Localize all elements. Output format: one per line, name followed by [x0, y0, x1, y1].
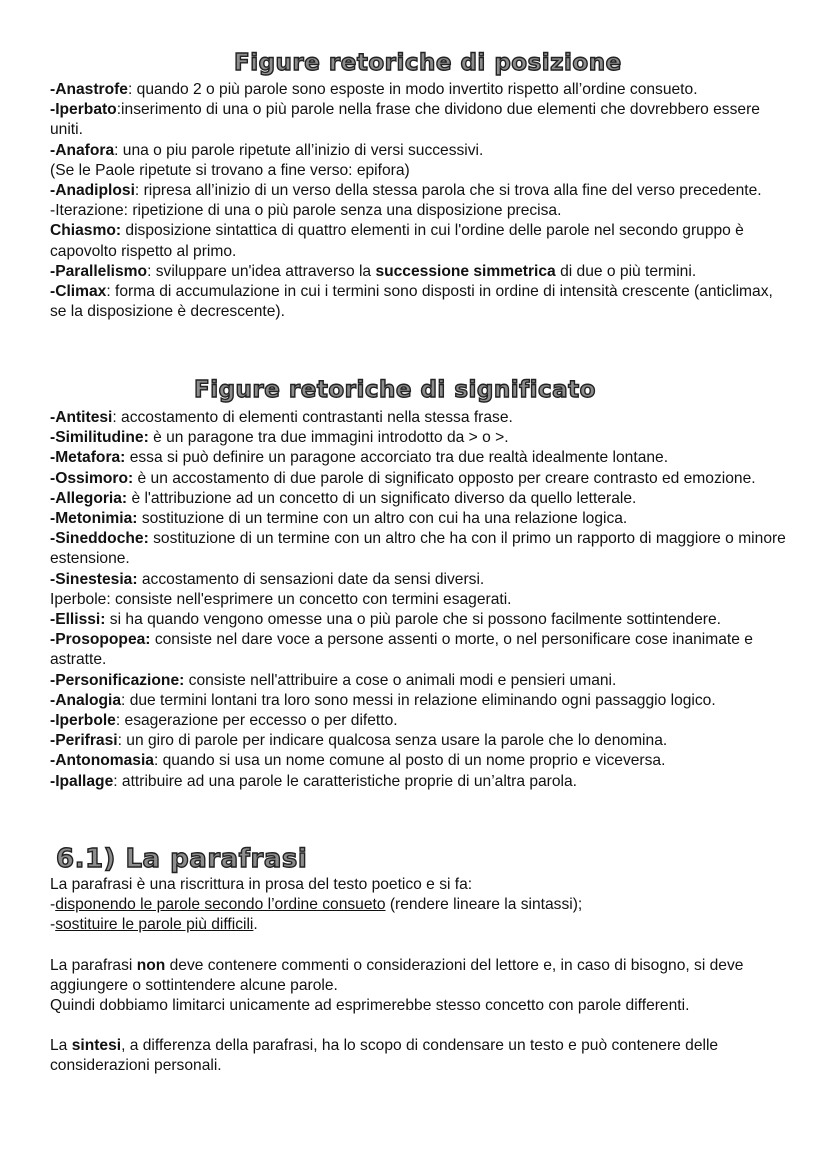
entry-parallelismo: -Parallelismo: sviluppare un'idea attraverso la successione simmetrica di due o più termini. — [50, 262, 697, 280]
entry-analogia: -Analogia: due termini lontani tra loro sono messi in relazione eliminando ogni passaggio logico. — [50, 691, 716, 709]
entry-iterazione: -Iterazione: ripetizione di una o più parole senza una disposizione precisa. — [50, 202, 562, 220]
entry-prosopopea: -Prosopopea: consiste nel dare voce a persone assenti o morte, o nel personificare cose inanimate e astratte. — [50, 631, 753, 669]
entry-epifora-note: (Se le Paole ripetute si trovano a fine verso: epifora) — [50, 161, 410, 179]
entry-personificazione: -Personificazione: consiste nell'attribuire a cose o animali modi e pensieri umani. — [50, 671, 617, 689]
entry-sinestesia: -Sinestesia: accostamento di sensazioni date da sensi diversi. — [50, 570, 485, 588]
entry-chiasmo: Chiasmo: disposizione sintattica di quattro elementi in cui l'ordine delle parole nel secondo gruppo è capovolto rispetto al primo. — [50, 222, 744, 260]
entry-sineddoche: -Sineddoche: sostituzione di un termine con un altro che ha con il primo un rapporto di maggiore o minore estensione. — [50, 530, 786, 568]
parafrasi-step-2: -sostituire le parole più difficili. — [50, 916, 258, 934]
entry-antonomasia: -Antonomasia: quando si usa un nome comune al posto di un nome proprio e viceversa. — [50, 752, 666, 770]
entry-iperbole-plain: Iperbole: consiste nell'esprimere un concetto con termini esagerati. — [50, 590, 512, 608]
entry-anadiplosi: -Anadiplosi: ripresa all’inizio di un verso della stessa parola che si trova alla fine del verso precedente. — [50, 182, 762, 200]
parafrasi-step-1: -disponendo le parole secondo l’ordine consueto (rendere lineare la sintassi); — [50, 896, 583, 914]
entry-perifrasi: -Perifrasi: un giro di parole per indicare qualcosa senza usare la parole che lo denomina. — [50, 732, 668, 750]
section-parafrasi — [50, 875, 790, 1077]
entry-ipallage: -Ipallage: attribuire ad una parole le caratteristiche proprie di un’altra parola. — [50, 772, 578, 790]
section-heading-significato: Figure retoriche di significato — [194, 377, 596, 403]
entry-ossimoro: -Ossimoro: è un accostamento di due parole di significato opposto per creare contrasto ed emozione. — [50, 469, 756, 487]
entry-anafora: -Anafora: una o piu parole ripetute all’inizio di versi successivi. — [50, 141, 484, 159]
entry-iperbole: -Iperbole: esagerazione per eccesso o per difetto. — [50, 712, 398, 730]
section-heading-parafrasi: 6.1) La parafrasi — [56, 844, 308, 874]
parafrasi-paragraph-3: Quindi dobbiamo limitarci unicamente ad esprimerebbe stesso concetto con parole differenti. — [50, 997, 690, 1015]
entry-climax: -Climax: forma di accumulazione in cui i termini sono disposti in ordine di intensità crescente (anticlimax, se la disposizione è decrescente). — [50, 283, 773, 321]
entry-anastrofe: -Anastrofe: quando 2 o più parole sono esposte in modo invertito rispetto all’ordine consueto. — [50, 81, 698, 98]
entry-antitesi: -Antitesi: accostamento di elementi contrastanti nella stessa frase. — [50, 409, 513, 426]
entry-ellissi: -Ellissi: si ha quando vengono omesse una o più parole che si possono facilmente sottintendere. — [50, 611, 721, 629]
entry-allegoria: -Allegoria: è l'attribuzione ad un concetto di un significato diverso da quello letterale. — [50, 489, 637, 507]
entry-metafora: -Metafora: essa si può definire un paragone accorciato tra due realtà idealmente lontane. — [50, 449, 669, 467]
section-significato — [50, 408, 790, 792]
entry-similitudine: -Similitudine: è un paragone tra due immagini introdotto da > o >. — [50, 429, 509, 447]
entry-iperbato: -Iperbato:inserimento di una o più parole nella frase che dividono due elementi che dovrebbero essere uniti. — [50, 101, 760, 139]
parafrasi-paragraph-2: La parafrasi non deve contenere commenti o considerazioni del lettore e, in caso di bisogno, si deve aggiungere o sottintendere alcune parole. — [50, 956, 744, 994]
sintesi-paragraph: La sintesi, a differenza della parafrasi, ha lo scopo di condensare un testo e può contenere delle considerazioni personali. — [50, 1037, 719, 1075]
parafrasi-intro: La parafrasi è una riscrittura in prosa del testo poetico e si fa: — [50, 876, 473, 893]
section-heading-posizione: Figure retoriche di posizione — [234, 50, 622, 76]
section-posizione — [50, 80, 790, 322]
entry-metonimia: -Metonimia: sostituzione di un termine con un altro con cui ha una relazione logica. — [50, 510, 628, 528]
